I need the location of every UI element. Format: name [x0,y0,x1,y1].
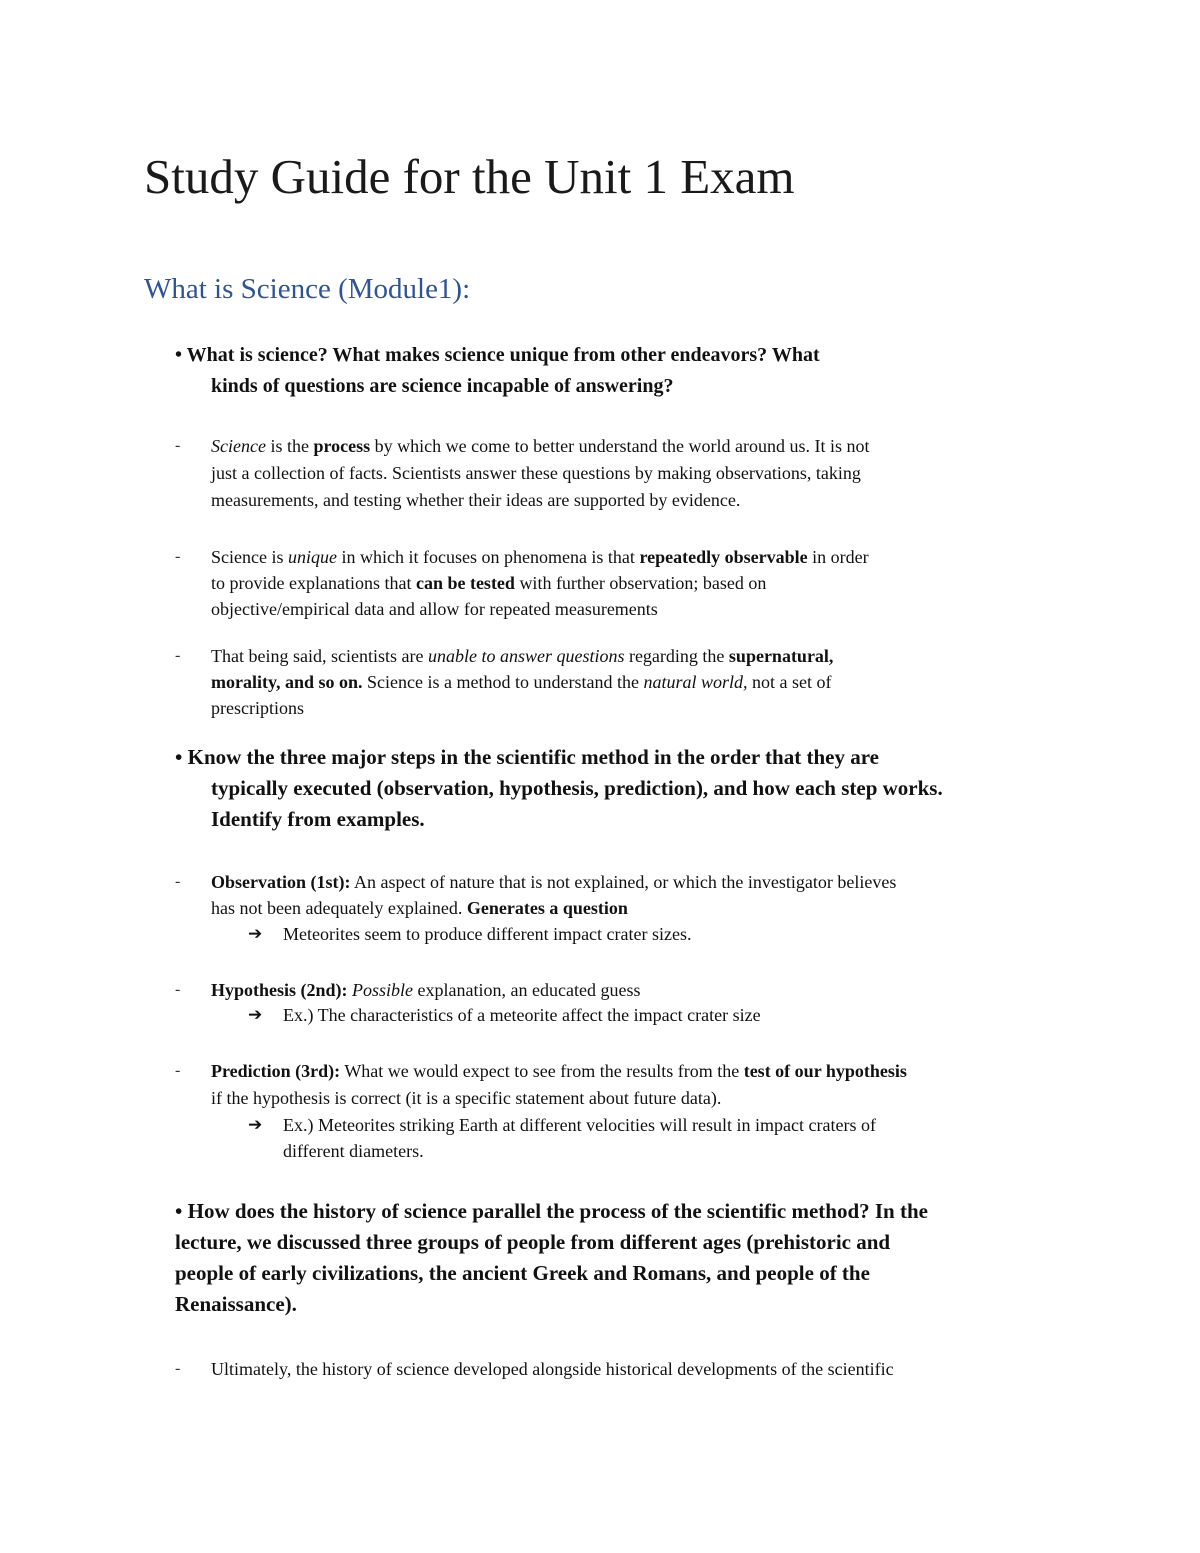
answer-3-line-3: prescriptions [211,698,304,718]
document-title: Study Guide for the Unit 1 Exam [144,149,795,204]
question-2-line-1: • Know the three major steps in the scientific method in the order that they are [175,745,879,769]
answer-1-line-2: just a collection of facts. Scientists answer these questions by making observations, taking [211,463,861,483]
question-2-line-3: Identify from examples. [211,807,425,831]
answer-3-line-1: That being said, scientists are unable to answer questions regarding the supernatural, [211,646,834,666]
hypothesis-line-1: Hypothesis (2nd): Possible explanation, an educated guess [211,980,641,1000]
arrow-icon: ➔ [248,924,263,943]
dash-marker: - [175,437,181,454]
observation-line-2: has not been adequately explained. Generates a question [211,898,628,918]
answer-1-line-3: measurements, and testing whether their ideas are supported by evidence. [211,490,741,510]
bullet: • [175,344,183,366]
bullet: • [175,745,183,769]
bullet: • [175,1199,183,1223]
dash-marker: - [175,981,181,998]
arrow-icon: ➔ [248,1115,263,1134]
question-3-line-1: • How does the history of science parallel the process of the scientific method? In the [175,1199,928,1223]
prediction-example-line-2: different diameters. [283,1141,424,1161]
arrow-icon: ➔ [248,1005,263,1024]
dash-marker: - [175,873,181,890]
answer-2-line-2: to provide explanations that can be tested with further observation; based on [211,573,767,593]
question-1-line-2: kinds of questions are science incapable of answering? [211,375,674,397]
answer-2-line-3: objective/empirical data and allow for repeated measurements [211,599,658,619]
prediction-line-1: Prediction (3rd): What we would expect to see from the results from the test of our hypothesis [211,1061,907,1081]
answer-2-line-1: Science is unique in which it focuses on phenomena is that repeatedly observable in order [211,547,869,567]
prediction-example-line-1: Ex.) Meteorites striking Earth at different velocities will result in impact craters of [283,1115,876,1135]
answer-3-line-2: morality, and so on. Science is a method to understand the natural world, not a set of [211,672,832,692]
question-3-line-4: Renaissance). [175,1292,297,1316]
question-3-line-3: people of early civilizations, the ancient Greek and Romans, and people of the [175,1261,870,1285]
dash-marker: - [175,647,181,664]
hypothesis-example: Ex.) The characteristics of a meteorite affect the impact crater size [283,1005,761,1025]
observation-line-1: Observation (1st): An aspect of nature that is not explained, or which the investigator believes [211,872,897,892]
observation-example: Meteorites seem to produce different impact crater sizes. [283,924,692,944]
question-3-line-2: lecture, we discussed three groups of people from different ages (prehistoric and [175,1230,891,1254]
dash-marker: - [175,548,181,565]
section-heading: What is Science (Module1): [144,273,471,305]
prediction-line-2: if the hypothesis is correct (it is a specific statement about future data). [211,1088,722,1108]
dash-marker: - [175,1062,181,1079]
question-2-line-2: typically executed (observation, hypothesis, prediction), and how each step works. [211,776,943,800]
answer-4-line-1: Ultimately, the history of science developed alongside historical developments of the scientific [211,1359,894,1379]
answer-1-line-1: Science is the process by which we come to better understand the world around us. It is not [211,436,870,456]
question-1-line-1: • What is science? What makes science unique from other endeavors? What [175,344,820,366]
dash-marker: - [175,1360,181,1377]
